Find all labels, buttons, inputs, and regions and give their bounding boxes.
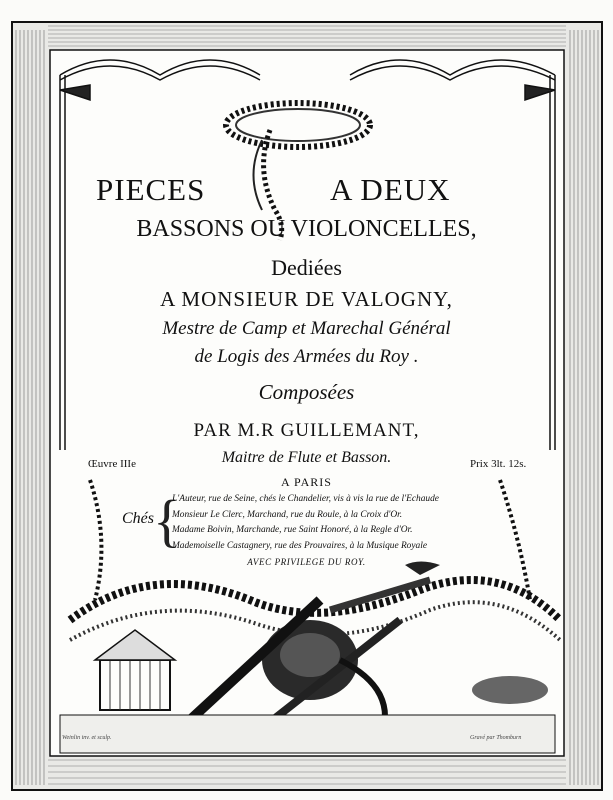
composer-name: PAR M.R GUILLEMANT, bbox=[193, 420, 420, 441]
opus-number: Œuvre IIIe bbox=[88, 458, 136, 470]
royal-privilege: AVEC PRIVILEGE DU ROY. bbox=[247, 557, 366, 567]
composed-line: Composées bbox=[258, 380, 355, 404]
title-right: A DEUX bbox=[330, 172, 451, 207]
sellers-label: Chés bbox=[122, 510, 154, 527]
engraver-credit-left: Weinlin inv. et sculp. bbox=[62, 735, 112, 741]
seller-address-list bbox=[172, 492, 439, 554]
dedication-line: Dediées bbox=[271, 255, 342, 280]
rank-line-2: de Logis des Armées du Roy . bbox=[194, 346, 419, 367]
list-item: Monsieur Le Clerc, Marchand, rue du Roule, à la Croix d'Or. bbox=[172, 509, 403, 520]
publication-city: A PARIS bbox=[281, 475, 332, 489]
composer-role: Maitre de Flute et Basson. bbox=[221, 449, 392, 466]
list-item: L'Auteur, rue de Seine, chés le Chandelier, vis à vis la rue de l'Echaude bbox=[172, 494, 439, 504]
bird-nest bbox=[472, 676, 548, 704]
price: Prix 3lt. 12s. bbox=[470, 458, 527, 470]
subtitle: BASSONS OU VIOLONCELLES, bbox=[136, 216, 477, 242]
title-left: PIECES bbox=[96, 172, 206, 207]
list-item: Madame Boivin, Marchande, rue Saint Honoré, à la Regle d'Or. bbox=[172, 525, 413, 535]
list-item: Mademoiselle Castagnery, rue des Prouvaires, à la Musique Royale bbox=[172, 540, 427, 551]
engraver-credit-right: Gravé par Thomburn bbox=[470, 735, 522, 741]
plinth bbox=[60, 715, 555, 753]
brace-icon: { bbox=[153, 488, 181, 553]
rank-line-1: Mestre de Camp et Marechal Général bbox=[162, 318, 451, 339]
dedicatee: A MONSIEUR DE VALOGNY, bbox=[160, 287, 453, 311]
